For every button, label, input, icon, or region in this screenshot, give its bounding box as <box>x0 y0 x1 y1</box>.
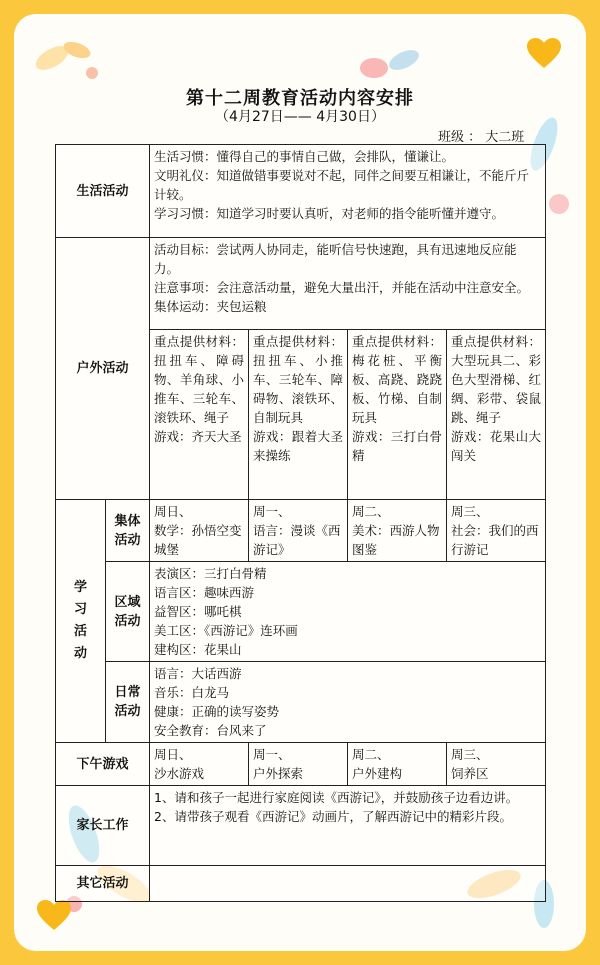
outdoor-line: 注意事项：会注意活动量，避免大量出汗，并能在活动中注意安全。 <box>154 280 530 295</box>
class-label: 班级 ： 大二班 <box>438 130 525 145</box>
learning-label: 学 习 活 动 <box>56 500 106 743</box>
outdoor-content <box>150 238 546 330</box>
parents-content <box>150 786 546 866</box>
life-line: 学习习惯：知道学习时要认真听，对老师的指令能听懂并遵守。 <box>154 206 505 221</box>
life-content <box>150 145 546 238</box>
group-col-3: 周二、 美术：西游人物图鉴 <box>348 500 447 562</box>
area-line: 建构区：花果山 <box>154 642 242 657</box>
game-text: 游戏：花果山大闯关 <box>451 429 542 463</box>
daily-line: 音乐：白龙马 <box>154 685 230 700</box>
game-text: 游戏：跟着大圣来操练 <box>253 429 344 463</box>
area-line: 美工区：《西游记》连环画 <box>154 623 298 638</box>
area-activity-content <box>150 562 546 662</box>
other-row <box>56 866 546 902</box>
daily-activity-content <box>150 662 546 743</box>
other-label: 其它活动 <box>56 866 150 902</box>
outdoor-col-2 <box>249 330 348 500</box>
materials-text: 重点提供材料：扭扭车、小推车、三轮车、障碍物、滚铁环、自制玩具 <box>253 334 344 425</box>
heart-icon-top-right <box>526 38 562 70</box>
afternoon-row <box>56 743 546 786</box>
area-line: 表演区：三打白骨精 <box>154 566 267 581</box>
life-line: 文明礼仪：知道做错事要说对不起，同伴之间要互相谦让，不能斤斤计较。 <box>154 168 530 202</box>
group-col-2: 周一、 语言：漫谈《西游记》 <box>249 500 348 562</box>
daily-line: 安全教育：台风来了 <box>154 723 267 738</box>
schedule-table <box>55 144 546 902</box>
group-activity-label: 集体 活动 <box>106 500 150 562</box>
page-title: 第十二周教育活动内容安排 <box>186 88 414 109</box>
life-line: 生活习惯：懂得自己的事情自己做，会排队，懂谦让。 <box>154 149 455 164</box>
group-col-1: 周日、 数学：孙悟空变城堡 <box>150 500 249 562</box>
area-activity-row <box>56 562 546 662</box>
daily-line: 健康：正确的读写姿势 <box>154 704 280 719</box>
outdoor-col-3 <box>348 330 447 500</box>
other-content <box>150 866 546 902</box>
date-range: （4月27日—— 4月30日） <box>215 109 385 125</box>
parents-row <box>56 786 546 866</box>
materials-text: 重点提供材料：大型玩具二、彩色大型滑梯、红绸、彩带、袋鼠跳、绳子 <box>451 334 542 425</box>
outdoor-line: 集体运动：夹包运粮 <box>154 299 267 314</box>
daily-activity-label: 日常 活动 <box>106 662 150 743</box>
parents-label: 家长工作 <box>56 786 150 866</box>
afternoon-label: 下午游戏 <box>56 743 150 786</box>
afternoon-col-3: 周二、 户外建构 <box>348 743 447 786</box>
group-col-4: 周三、 社会：我们的西行游记 <box>447 500 546 562</box>
area-activity-label: 区域 活动 <box>106 562 150 662</box>
afternoon-col-4: 周三、 饲养区 <box>447 743 546 786</box>
group-activity-row <box>56 500 546 562</box>
parents-line: 1、请和孩子一起进行家庭阅读《西游记》，并鼓励孩子边看边讲。 <box>154 790 519 805</box>
life-label: 生活活动 <box>56 145 150 238</box>
life-row <box>56 145 546 238</box>
afternoon-col-2: 周一、 户外探索 <box>249 743 348 786</box>
heart-icon-bottom-left <box>36 900 72 932</box>
materials-text: 重点提供材料：扭扭车、障碍物、羊角球、小推车、三轮车、滚铁环、绳子 <box>154 334 245 425</box>
outdoor-label: 户外活动 <box>56 238 150 500</box>
outdoor-col-4 <box>447 330 546 500</box>
area-line: 语言区：趣味西游 <box>154 585 255 600</box>
daily-activity-row <box>56 662 546 743</box>
afternoon-col-1: 周日、 沙水游戏 <box>150 743 249 786</box>
outdoor-row <box>56 238 546 330</box>
game-text: 游戏：三打白骨精 <box>352 429 443 463</box>
parents-line: 2、请带孩子观看《西游记》动画片，了解西游记中的精彩片段。 <box>154 809 512 824</box>
outdoor-col-1 <box>150 330 249 500</box>
materials-text: 重点提供材料：梅花桩、平衡板、高跷、跷跷板、竹梯、自制玩具 <box>352 334 443 425</box>
daily-line: 语言：大话西游 <box>154 666 242 681</box>
outdoor-line: 活动目标：尝试两人协同走，能听信号快速跑，具有迅速地反应能力。 <box>154 242 517 276</box>
area-line: 益智区：哪吒棋 <box>154 604 242 619</box>
game-text: 游戏：齐天大圣 <box>154 429 242 444</box>
